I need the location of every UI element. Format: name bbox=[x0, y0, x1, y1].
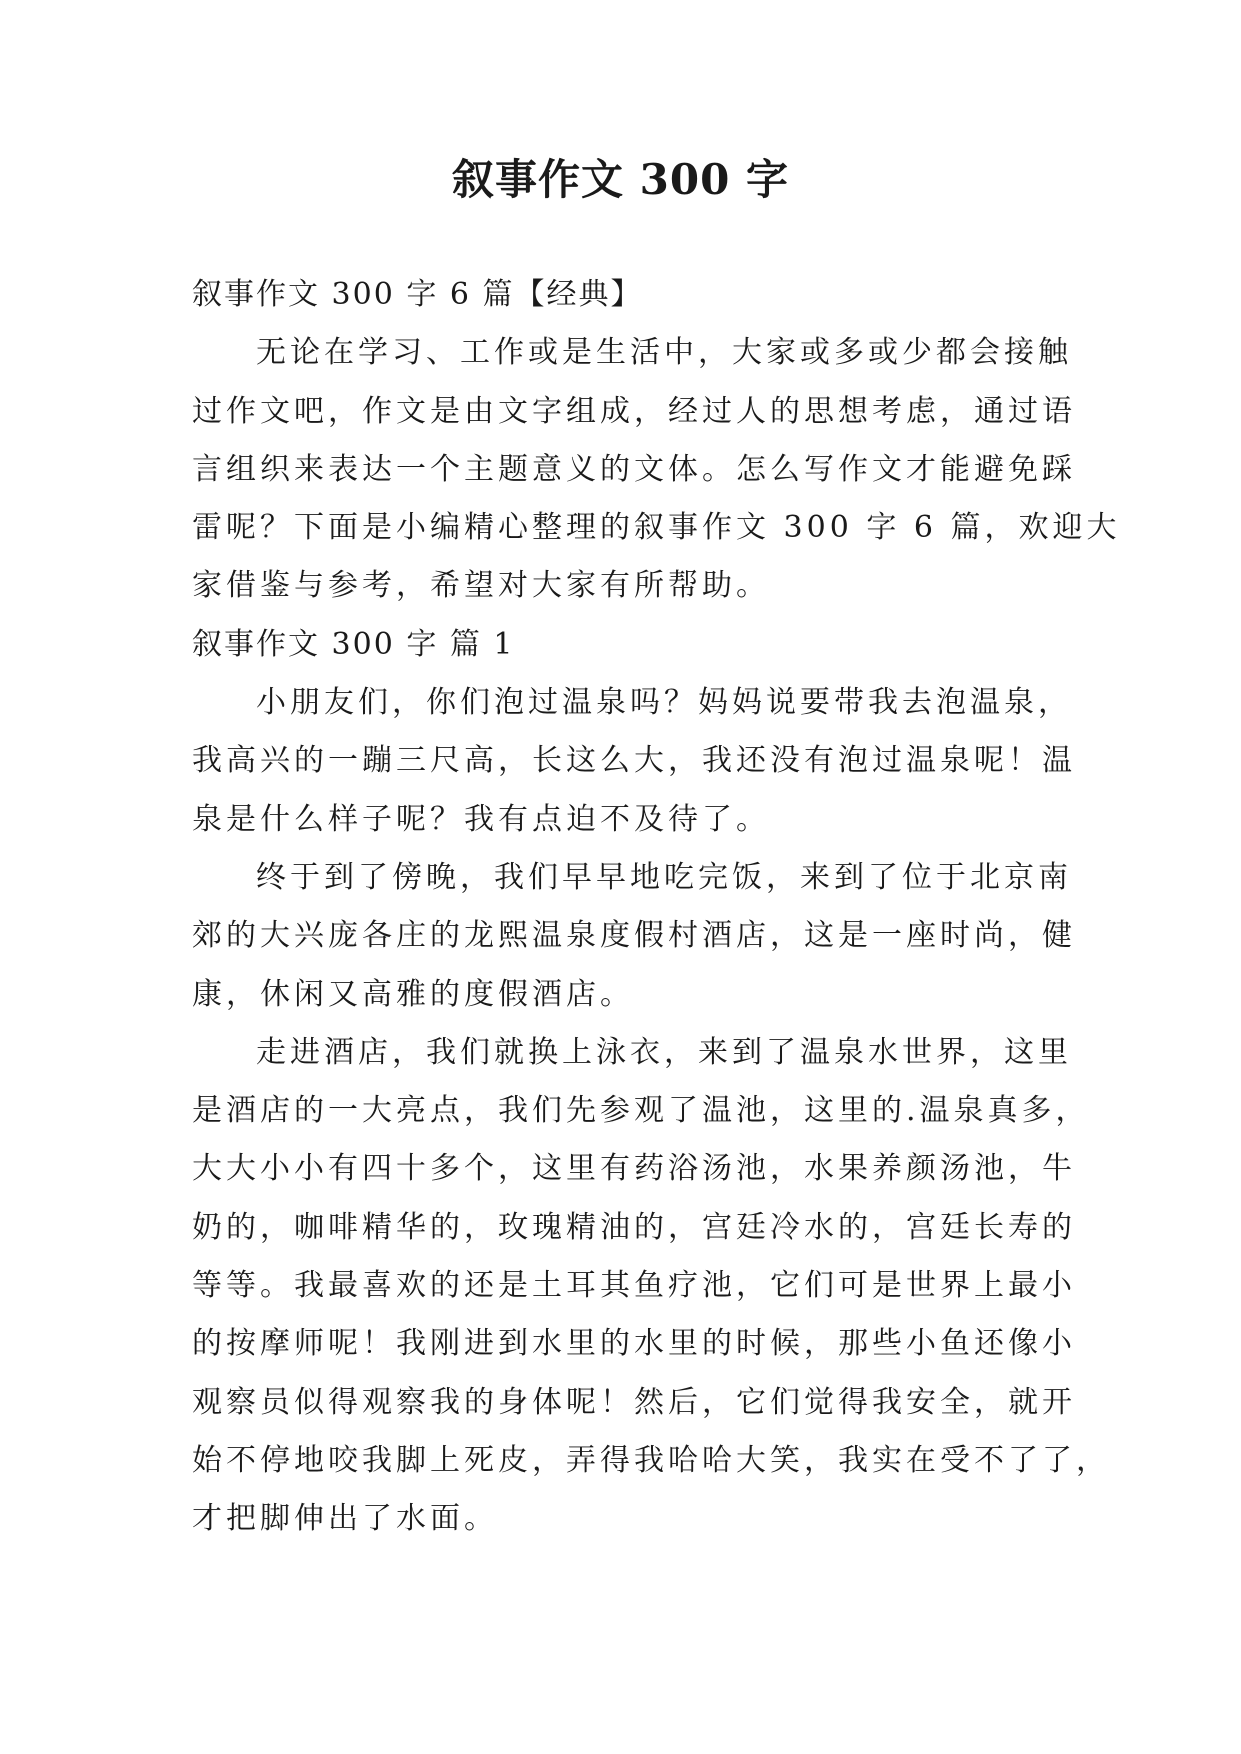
section-heading: 叙事作文 300 字 6 篇【经典】 bbox=[192, 277, 643, 312]
text-line: 奶的，咖啡精华的，玫瑰精油的，宫廷冷水的，宫廷长寿的 bbox=[192, 1209, 1076, 1245]
text-line: 是酒店的一大亮点，我们先参观了温池，这里的.温泉真多， bbox=[192, 1093, 1090, 1129]
text-line: 言组织来表达一个主题意义的文体。怎么写作文才能避免踩 bbox=[192, 451, 1076, 487]
text-line: 雷呢？下面是小编精心整理的叙事作文 300 字 6 篇，欢迎大 bbox=[192, 510, 1121, 546]
text-line: 大大小小有四十多个，这里有药浴汤池，水果养颜汤池，牛 bbox=[192, 1151, 1076, 1187]
text-line: 我高兴的一蹦三尺高，长这么大，我还没有泡过温泉呢！温 bbox=[192, 743, 1076, 779]
text-line: 家借鉴与参考，希望对大家有所帮助。 bbox=[192, 568, 770, 604]
text-line: 泉是什么样子呢？我有点迫不及待了。 bbox=[192, 801, 770, 837]
document-title: 叙事作文 300 字 bbox=[452, 155, 789, 204]
text-line: 小朋友们，你们泡过温泉吗？妈妈说要带我去泡温泉， bbox=[256, 685, 1072, 721]
text-line: 观察员似得观察我的身体呢！然后，它们觉得我安全，就开 bbox=[192, 1384, 1076, 1420]
text-line: 过作文吧，作文是由文字组成，经过人的思想考虑，通过语 bbox=[192, 393, 1076, 429]
text-line: 等等。我最喜欢的还是土耳其鱼疗池，它们可是世界上最小 bbox=[192, 1268, 1076, 1304]
text-line: 郊的大兴庞各庄的龙熙温泉度假村酒店，这是一座时尚，健 bbox=[192, 918, 1076, 954]
text-line: 的按摩师呢！我刚进到水里的水里的时候，那些小鱼还像小 bbox=[192, 1326, 1076, 1362]
text-line: 无论在学习、工作或是生活中，大家或多或少都会接触 bbox=[256, 335, 1072, 371]
section-heading: 叙事作文 300 字 篇 1 bbox=[192, 626, 515, 662]
text-line: 才把脚伸出了水面。 bbox=[192, 1501, 498, 1537]
document-body bbox=[192, 266, 1121, 1549]
text-line: 康，休闲又高雅的度假酒店。 bbox=[192, 976, 634, 1012]
text-line: 走进酒店，我们就换上泳衣，来到了温泉水世界，这里 bbox=[256, 1034, 1072, 1070]
text-line: 始不停地咬我脚上死皮，弄得我哈哈大笑，我实在受不了了， bbox=[192, 1442, 1110, 1478]
text-line: 终于到了傍晚，我们早早地吃完饭，来到了位于北京南 bbox=[256, 859, 1072, 895]
